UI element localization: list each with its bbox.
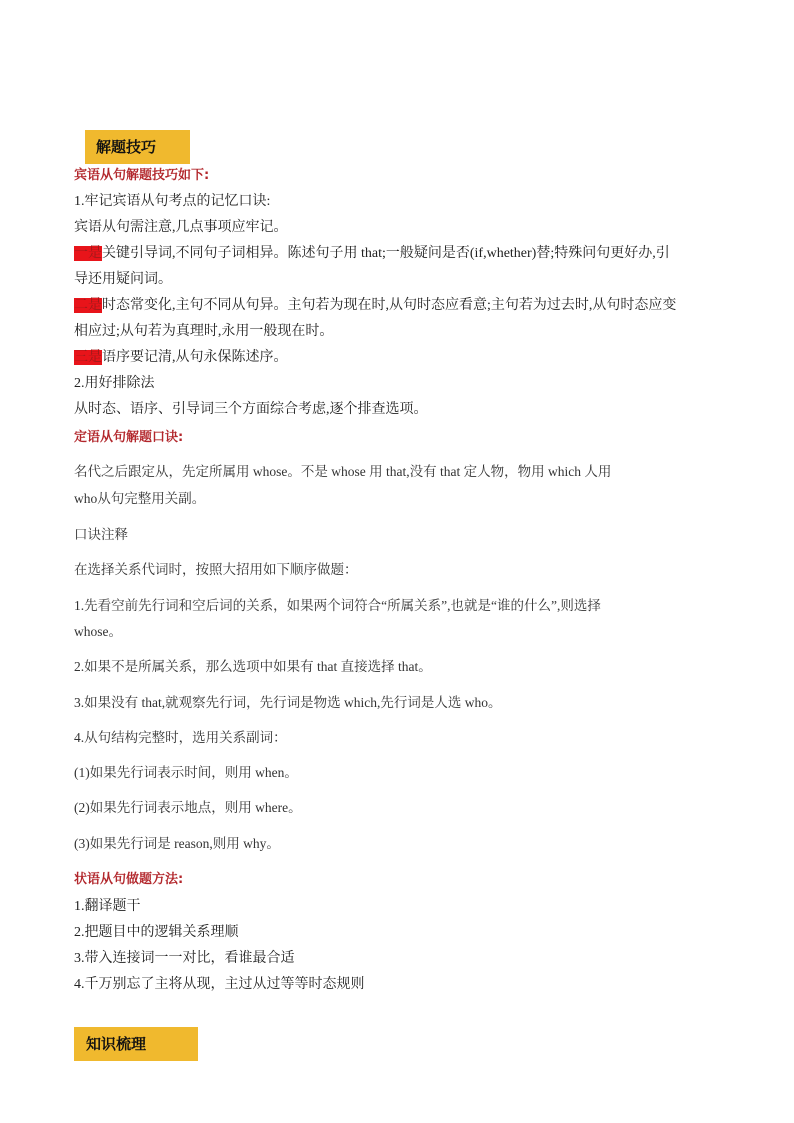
attr-line-4: 在选择关系代词时，按照大招用如下顺序做题： (74, 562, 358, 577)
object-line-1: 1.牢记宾语从句考点的记忆口诀: (74, 194, 271, 209)
object-line-2: 宾语从句需注意,几点事项应牢记。 (74, 220, 288, 235)
attributive-clause-title: 定语从句解题口诀: (74, 430, 184, 445)
rule-2-continued: 相应过;从句若为真理时,永用一般现在时。 (74, 324, 334, 339)
rule-1-highlight: 一是 (74, 246, 102, 261)
rule-3-highlight: 三是 (74, 350, 102, 365)
rule-3-text: 语序要记清,从句永保陈述序。 (102, 350, 288, 365)
attr-line-1: 名代之后跟定从，先定所属用 whose。不是 whose 用 that,没有 that 定人物，物用 which 人用 (74, 464, 612, 479)
attr-line-8: 3.如果没有 that,就观察先行词，先行词是物选 which,先行词是人选 who。 (74, 695, 502, 710)
attr-line-12: (3)如果先行词是 reason,则用 why。 (74, 836, 280, 851)
adv-line-4: 4.千万别忘了主将从现，主过从过等等时态规则 (74, 977, 365, 992)
section-banner-knowledge: 知识梳理 (74, 1027, 198, 1061)
attr-line-11: (2)如果先行词表示地点，则用 where。 (74, 800, 302, 815)
rule-2-text: 时态常变化,主句不同从句异。主句若为现在时,从句时态应看意;主句若为过去时,从句时态应变 (102, 298, 677, 313)
adv-line-2: 2.把题目中的逻辑关系理顺 (74, 925, 239, 940)
attr-line-3: 口诀注释 (74, 527, 128, 542)
rule-2-highlight: 二是 (74, 298, 102, 313)
rule-1-text: 关键引导词,不同句子词相异。陈述句子用 that;一般疑问是否(if,whether)替;特殊问句更好办,引 (102, 246, 670, 261)
adv-line-3: 3.带入连接词一一对比，看谁最合适 (74, 951, 295, 966)
tip-2-title: 2.用好排除法 (74, 376, 155, 391)
attr-line-7: 2.如果不是所属关系，那么选项中如果有 that 直接选择 that。 (74, 659, 432, 674)
attr-line-6: whose。 (74, 624, 122, 639)
rule-1-continued: 导还用疑问词。 (74, 272, 172, 287)
rule-3 (74, 348, 288, 368)
tip-2-text: 从时态、语序、引导词三个方面综合考虑,逐个排查选项。 (74, 402, 428, 417)
adverbial-clause-title: 状语从句做题方法: (74, 872, 184, 887)
attr-line-5: 1.先看空前先行词和空后词的关系，如果两个词符合“所属关系”,也就是“谁的什么”,则选择 (74, 598, 601, 613)
rule-1 (74, 244, 670, 264)
adv-line-1: 1.翻译题干 (74, 899, 141, 914)
object-clause-title: 宾语从句解题技巧如下: (74, 168, 210, 183)
rule-2 (74, 296, 676, 316)
section-banner-tips: 解题技巧 (85, 130, 190, 164)
attr-line-10: (1)如果先行词表示时间，则用 when。 (74, 765, 298, 780)
attr-line-2: who从句完整用关副。 (74, 491, 206, 506)
attr-line-9: 4.从句结构完整时，选用关系副词： (74, 730, 287, 745)
